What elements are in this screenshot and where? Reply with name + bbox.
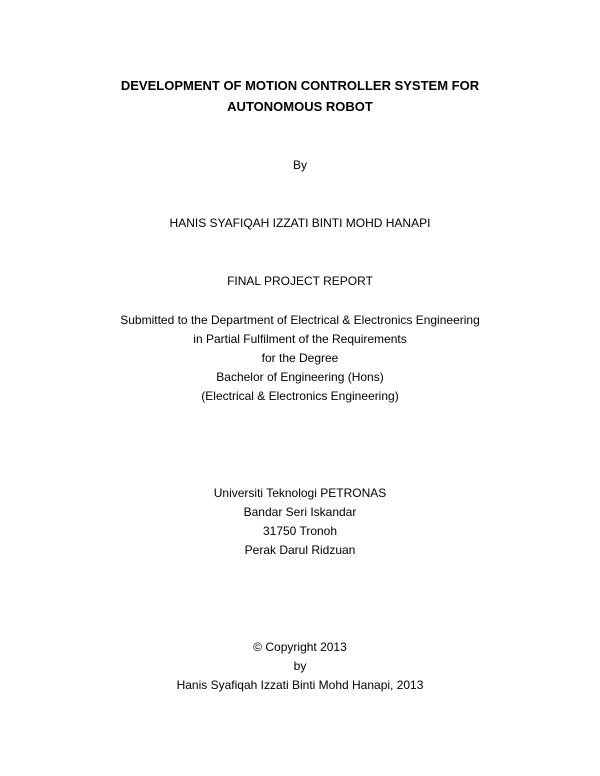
submission-line: (Electrical & Electronics Engineering) xyxy=(201,389,399,403)
institution-line: Universiti Teknologi PETRONAS xyxy=(213,486,387,500)
submission-line: for the Degree xyxy=(261,351,339,365)
by-label: By xyxy=(292,158,307,172)
copyright-notice: © Copyright 2013 xyxy=(253,640,347,654)
title-line-2: AUTONOMOUS ROBOT xyxy=(227,99,373,114)
title-line-1: DEVELOPMENT OF MOTION CONTROLLER SYSTEM FOR xyxy=(120,78,480,93)
institution-line: Perak Darul Ridzuan xyxy=(244,543,356,557)
submission-line: Submitted to the Department of Electrical & Electronics Engineering xyxy=(120,313,480,327)
institution-line: Bandar Seri Iskandar xyxy=(243,505,357,519)
submission-line: in Partial Fulfilment of the Requirements xyxy=(193,332,407,346)
report-type: FINAL PROJECT REPORT xyxy=(227,274,373,288)
copyright-holder: Hanis Syafiqah Izzati Binti Mohd Hanapi, 2013 xyxy=(176,678,424,692)
author-name: HANIS SYAFIQAH IZZATI BINTI MOHD HANAPI xyxy=(169,216,431,230)
institution-line: 31750 Tronoh xyxy=(262,524,338,538)
submission-line: Bachelor of Engineering (Hons) xyxy=(216,370,384,384)
copyright-by: by xyxy=(293,659,307,673)
